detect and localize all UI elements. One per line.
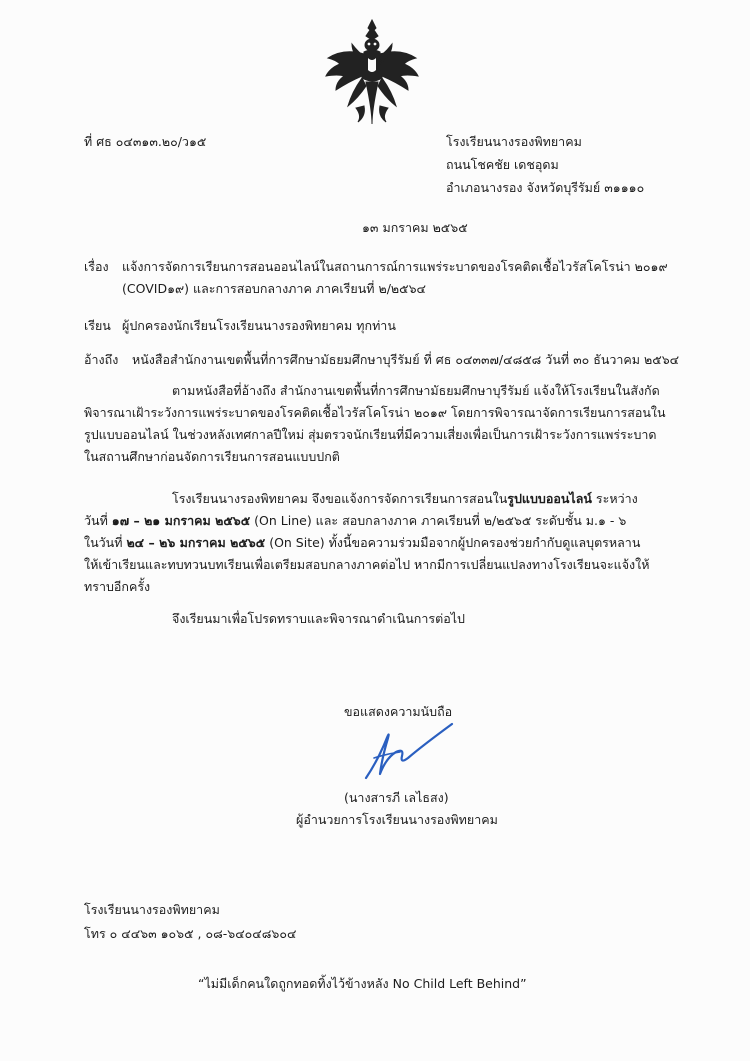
footer-school-name: โรงเรียนนางรองพิทยาคม — [84, 902, 220, 917]
paragraph2-line1 — [172, 488, 638, 510]
salutation: ขอแสดงความนับถือ — [344, 704, 453, 719]
signatory-position: ผู้อำนวยการโรงเรียนนางรองพิทยาคม — [296, 812, 498, 827]
paragraph2-line2-end: (On Line) และ สอบกลางภาค ภาคเรียนที่ ๒/๒๕๖๕ ระดับชั้น ม.๑ - ๖ — [250, 513, 627, 528]
signatory-name: (นางสารภี เลไธสง) — [344, 790, 449, 805]
document-number: ที่ ศธ ๐๔๓๑๓.๒๐/ว๑๕ — [84, 134, 207, 149]
paragraph2-line4: ให้เข้าเรียนและทบทวนบทเรียนเพื่อเตรียมสอบกลางภาคต่อไป หากมีการเปลี่ยนแปลงทางโรงเรียนจะแจ้งให้ — [84, 557, 650, 572]
handwritten-signature — [356, 718, 460, 782]
subject-line1: แจ้งการจัดการเรียนการสอนออนไลน์ในสถานการณ์การแพร่ระบาดของโรคติดเชื้อไวรัสโคโรน่า ๒๐๑๙ — [122, 259, 668, 274]
letter-date: ๑๓ มกราคม ๒๕๖๕ — [362, 220, 468, 235]
paragraph1-line3: รูปแบบออนไลน์ ในช่วงหลังเทศกาลปีใหม่ สุ่มตรวจนักเรียนที่มีความเสี่ยงเพื่อเป็นการเฝ้าระวังการแพร่ระบาด — [84, 427, 657, 442]
paragraph2-line3-start: ในวันที่ — [84, 535, 127, 550]
paragraph1-line2: พิจารณาเฝ้าระวังการแพร่ระบาดของโรคติดเชื้อไวรัสโคโรน่า ๒๐๑๙ โดยการพิจารณาจัดการเรียนการสอนใน — [84, 405, 666, 420]
reference-label: อ้างถึง — [84, 352, 119, 367]
paragraph2-online-dates: ๑๗ – ๒๑ มกราคม ๒๕๖๕ — [111, 513, 251, 528]
paragraph2-line2 — [84, 510, 626, 532]
to-text: ผู้ปกครองนักเรียนโรงเรียนนางรองพิทยาคม ทุกท่าน — [122, 318, 396, 333]
footer-motto: “ไม่มีเด็กคนใดถูกทอดทิ้งไว้ข้างหลัง No Child Left Behind” — [198, 976, 527, 991]
reference-text: หนังสือสำนักงานเขตพื้นที่การศึกษามัธยมศึกษาบุรีรัมย์ ที่ ศธ ๐๔๓๓๗/๔๘๕๘ วันที่ ๓๐ ธันวาคม ๒๕๖๔ — [132, 352, 680, 367]
subject-label: เรื่อง — [84, 259, 109, 274]
paragraph2-line1-end: ระหว่าง — [591, 491, 638, 506]
paragraph2-line3 — [84, 532, 640, 554]
sender-address-line1: ถนนโชคชัย เดชอุดม — [446, 157, 559, 172]
footer-phone: โทร ๐ ๔๔๖๓ ๑๐๖๕ , ๐๘-๖๔๐๔๘๖๐๔ — [84, 926, 297, 941]
subject-line2: (COVID๑๙) และการสอบกลางภาค ภาคเรียนที่ ๒/๒๕๖๔ — [122, 281, 427, 296]
paragraph2-line3-end: (On Site) ทั้งนี้ขอความร่วมมือจากผู้ปกครองช่วยกำกับดูแลบุตรหลาน — [265, 535, 641, 550]
paragraph2-line2-start: วันที่ — [84, 513, 112, 528]
paragraph1-line1: ตามหนังสือที่อ้างถึง สำนักงานเขตพื้นที่การศึกษามัธยมศึกษาบุรีรัมย์ แจ้งให้โรงเรียนในสังกัด — [172, 383, 660, 398]
paragraph1-line4: ในสถานศึกษาก่อนจัดการเรียนการสอนแบบปกติ — [84, 449, 340, 464]
closing-paragraph: จึงเรียนมาเพื่อโปรดทราบและพิจารณาดำเนินการต่อไป — [172, 611, 465, 626]
paragraph2-line1-text: โรงเรียนนางรองพิทยาคม จึงขอแจ้งการจัดการเรียนการสอนใน — [172, 491, 508, 506]
paragraph2-online-format: รูปแบบออนไลน์ — [507, 491, 592, 506]
paragraph2-onsite-dates: ๒๔ – ๒๖ มกราคม ๒๕๖๕ — [126, 535, 266, 550]
garuda-emblem-icon — [322, 18, 422, 126]
sender-school-name: โรงเรียนนางรองพิทยาคม — [446, 134, 582, 149]
paragraph2-line5: ทราบอีกครั้ง — [84, 579, 151, 594]
to-label: เรียน — [84, 318, 111, 333]
sender-address-line2: อำเภอนางรอง จังหวัดบุรีรัมย์ ๓๑๑๑๐ — [446, 180, 645, 195]
